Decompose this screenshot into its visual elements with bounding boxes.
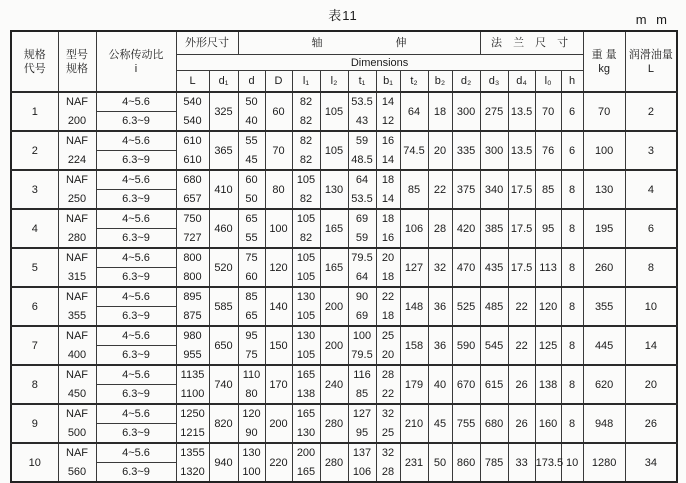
cell-d4: 22: [508, 326, 535, 365]
cell-d3: 615: [480, 365, 508, 404]
cell-code: 6: [11, 287, 58, 326]
cell-t2: 106: [400, 209, 428, 248]
cell-model: NAF 250: [58, 170, 96, 209]
col-header-7: l₁: [292, 71, 320, 93]
cell-d3: 545: [480, 326, 508, 365]
cell-l1: 105 82: [292, 209, 320, 248]
cell-model: NAF 500: [58, 404, 96, 443]
cell-model: NAF 224: [58, 131, 96, 170]
cell-d1: 410: [209, 170, 238, 209]
cell-d3: 275: [480, 92, 508, 131]
col-header-6: D: [265, 71, 292, 93]
cell-weight: 70: [583, 92, 625, 131]
cell-h: 10: [561, 443, 583, 482]
cell-L: 540 540: [176, 92, 209, 131]
cell-L: 610 610: [176, 131, 209, 170]
cell-model: NAF 280: [58, 209, 96, 248]
cell-l1: 82 82: [292, 92, 320, 131]
cell-t2: 231: [400, 443, 428, 482]
cell-L: 800 800: [176, 248, 209, 287]
col-header-5: d: [238, 71, 265, 93]
cell-l2: 280: [320, 404, 348, 443]
cell-d: 60 50: [238, 170, 265, 209]
header-spec-code: [11, 31, 58, 92]
cell-l0: 125: [535, 326, 561, 365]
cell-oil: 3: [625, 131, 677, 170]
cell-b2: 20: [428, 131, 452, 170]
cell-b1: 18 14: [376, 170, 400, 209]
cell-code: 1: [11, 92, 58, 131]
col-header-3: L: [176, 71, 209, 93]
cell-b1: 22 18: [376, 287, 400, 326]
cell-h: 8: [561, 404, 583, 443]
cell-d1: 520: [209, 248, 238, 287]
cell-ratios: 4~5.6 6.3~9: [96, 365, 176, 404]
cell-l0: 138: [535, 365, 561, 404]
header-dimensions: Dimensions: [176, 55, 583, 71]
col-header-10: b₁: [376, 71, 400, 93]
cell-L: 1135 1100: [176, 365, 209, 404]
header-model-line2: 规格: [66, 62, 88, 75]
cell-t1: 137 106: [348, 443, 376, 482]
table-row: [11, 287, 677, 326]
cell-d2: 335: [452, 131, 480, 170]
cell-l2: 280: [320, 443, 348, 482]
cell-oil: 14: [625, 326, 677, 365]
cell-l0: 173.5: [535, 443, 561, 482]
cell-d2: 670: [452, 365, 480, 404]
col-header-12: b₂: [428, 71, 452, 93]
cell-b1: 32 28: [376, 443, 400, 482]
cell-weight: 1280: [583, 443, 625, 482]
cell-t2: 74.5: [400, 131, 428, 170]
cell-b2: 45: [428, 404, 452, 443]
cell-d4: 26: [508, 404, 535, 443]
cell-h: 6: [561, 131, 583, 170]
cell-t2: 85: [400, 170, 428, 209]
cell-code: 9: [11, 404, 58, 443]
cell-d2: 470: [452, 248, 480, 287]
col-header-8: l₂: [320, 71, 348, 93]
cell-d: 50 40: [238, 92, 265, 131]
cell-oil: 34: [625, 443, 677, 482]
cell-D: 100: [265, 209, 292, 248]
cell-weight: 620: [583, 365, 625, 404]
header-model-line1: 型号: [66, 48, 88, 61]
cell-t2: 64: [400, 92, 428, 131]
cell-t1: 79.5 64: [348, 248, 376, 287]
cell-weight: 100: [583, 131, 625, 170]
cell-l1: 165 138: [292, 365, 320, 404]
cell-model: NAF 200: [58, 92, 96, 131]
header-shaft-char1: 轴: [311, 37, 323, 49]
cell-d4: 33: [508, 443, 535, 482]
cell-b2: 50: [428, 443, 452, 482]
cell-d: 85 65: [238, 287, 265, 326]
table-row: [11, 170, 677, 209]
header-oil-line1: 润滑油量: [628, 48, 673, 61]
cell-t1: 100 79.5: [348, 326, 376, 365]
cell-l2: 200: [320, 326, 348, 365]
cell-L: 895 875: [176, 287, 209, 326]
cell-t1: 59 48.5: [348, 131, 376, 170]
cell-ratios: 4~5.6 6.3~9: [96, 92, 176, 131]
cell-h: 8: [561, 248, 583, 287]
cell-t2: 179: [400, 365, 428, 404]
cell-t2: 210: [400, 404, 428, 443]
cell-d1: 820: [209, 404, 238, 443]
cell-d3: 340: [480, 170, 508, 209]
col-header-16: l₀: [535, 71, 561, 93]
cell-d: 55 45: [238, 131, 265, 170]
cell-d1: 585: [209, 287, 238, 326]
cell-d1: 365: [209, 131, 238, 170]
cell-d1: 740: [209, 365, 238, 404]
cell-h: 6: [561, 92, 583, 131]
cell-d2: 755: [452, 404, 480, 443]
cell-t1: 53.5 43: [348, 92, 376, 131]
table-row: [11, 131, 677, 170]
cell-l0: 76: [535, 131, 561, 170]
cell-code: 7: [11, 326, 58, 365]
cell-D: 70: [265, 131, 292, 170]
cell-d2: 860: [452, 443, 480, 482]
header-ratio-line1: 公称传动比: [108, 48, 164, 61]
cell-model: NAF 560: [58, 443, 96, 482]
col-header-15: d₄: [508, 71, 535, 93]
table-row: [11, 404, 677, 443]
cell-d: 65 55: [238, 209, 265, 248]
header-weight: [583, 31, 625, 92]
cell-code: 5: [11, 248, 58, 287]
cell-weight: 948: [583, 404, 625, 443]
header-oil: [625, 31, 677, 92]
cell-l2: 165: [320, 248, 348, 287]
cell-b1: 32 25: [376, 404, 400, 443]
cell-L: 680 657: [176, 170, 209, 209]
cell-b2: 36: [428, 287, 452, 326]
cell-d3: 680: [480, 404, 508, 443]
cell-D: 150: [265, 326, 292, 365]
cell-l2: 130: [320, 170, 348, 209]
cell-ratios: 4~5.6 6.3~9: [96, 248, 176, 287]
cell-d4: 26: [508, 365, 535, 404]
cell-oil: 4: [625, 170, 677, 209]
header-shaft-char2: 伸: [395, 37, 407, 49]
cell-L: 980 955: [176, 326, 209, 365]
cell-L: 1355 1320: [176, 443, 209, 482]
cell-l1: 82 82: [292, 131, 320, 170]
cell-b1: 16 14: [376, 131, 400, 170]
cell-code: 8: [11, 365, 58, 404]
cell-b1: 28 22: [376, 365, 400, 404]
cell-D: 220: [265, 443, 292, 482]
table-row: [11, 248, 677, 287]
cell-t2: 158: [400, 326, 428, 365]
cell-t2: 127: [400, 248, 428, 287]
cell-L: 750 727: [176, 209, 209, 248]
cell-oil: 26: [625, 404, 677, 443]
table-row: [11, 92, 677, 131]
cell-l1: 130 105: [292, 326, 320, 365]
cell-ratios: 4~5.6 6.3~9: [96, 209, 176, 248]
unit-label: m m: [635, 12, 670, 27]
cell-l1: 105 105: [292, 248, 320, 287]
cell-d2: 300: [452, 92, 480, 131]
header-model: [58, 31, 96, 92]
cell-d: 95 75: [238, 326, 265, 365]
col-header-13: d₂: [452, 71, 480, 93]
cell-h: 8: [561, 287, 583, 326]
cell-d4: 17.5: [508, 248, 535, 287]
cell-d: 130 100: [238, 443, 265, 482]
header-spec-code-line1: 规格: [23, 48, 46, 61]
cell-d2: 375: [452, 170, 480, 209]
cell-ratios: 4~5.6 6.3~9: [96, 404, 176, 443]
cell-code: 3: [11, 170, 58, 209]
cell-d3: 385: [480, 209, 508, 248]
cell-d3: 435: [480, 248, 508, 287]
cell-D: 200: [265, 404, 292, 443]
cell-code: 4: [11, 209, 58, 248]
cell-b1: 25 20: [376, 326, 400, 365]
cell-d4: 17.5: [508, 209, 535, 248]
cell-weight: 130: [583, 170, 625, 209]
cell-d1: 650: [209, 326, 238, 365]
cell-l0: 120: [535, 287, 561, 326]
cell-oil: 2: [625, 92, 677, 131]
cell-l2: 105: [320, 131, 348, 170]
page-title: 表11: [328, 8, 358, 23]
cell-l0: 95: [535, 209, 561, 248]
cell-oil: 6: [625, 209, 677, 248]
cell-L: 1250 1215: [176, 404, 209, 443]
cell-d3: 785: [480, 443, 508, 482]
header-shaft-extension: [238, 31, 480, 55]
table-row: [11, 443, 677, 482]
cell-d2: 525: [452, 287, 480, 326]
cell-oil: 10: [625, 287, 677, 326]
cell-t2: 148: [400, 287, 428, 326]
cell-l1: 130 105: [292, 287, 320, 326]
cell-oil: 8: [625, 248, 677, 287]
cell-model: NAF 315: [58, 248, 96, 287]
cell-h: 8: [561, 170, 583, 209]
cell-d4: 13.5: [508, 131, 535, 170]
cell-l2: 200: [320, 287, 348, 326]
cell-d: 110 80: [238, 365, 265, 404]
cell-D: 120: [265, 248, 292, 287]
col-header-17: h: [561, 71, 583, 93]
col-header-14: d₃: [480, 71, 508, 93]
col-header-4: d₁: [209, 71, 238, 93]
cell-d: 120 90: [238, 404, 265, 443]
cell-model: NAF 355: [58, 287, 96, 326]
cell-ratios: 4~5.6 6.3~9: [96, 170, 176, 209]
cell-model: NAF 450: [58, 365, 96, 404]
cell-l0: 70: [535, 92, 561, 131]
cell-D: 170: [265, 365, 292, 404]
cell-t1: 90 69: [348, 287, 376, 326]
cell-l1: 165 130: [292, 404, 320, 443]
table-row: [11, 209, 677, 248]
cell-code: 10: [11, 443, 58, 482]
cell-b1: 18 16: [376, 209, 400, 248]
cell-weight: 195: [583, 209, 625, 248]
header-weight-line1: 重 量: [591, 48, 617, 61]
cell-ratios: 4~5.6 6.3~9: [96, 287, 176, 326]
table-row: [11, 365, 677, 404]
cell-weight: 355: [583, 287, 625, 326]
cell-b2: 28: [428, 209, 452, 248]
cell-l0: 113: [535, 248, 561, 287]
header-flange-dims: 法 兰 尺 寸: [480, 31, 583, 55]
header-ratio-line2: i: [134, 62, 138, 75]
cell-t1: 127 95: [348, 404, 376, 443]
header-oil-line2: L: [647, 62, 654, 75]
cell-d4: 22: [508, 287, 535, 326]
header-ratio: [96, 31, 176, 92]
cell-t1: 64 53.5: [348, 170, 376, 209]
cell-weight: 260: [583, 248, 625, 287]
cell-ratios: 4~5.6 6.3~9: [96, 131, 176, 170]
cell-l2: 105: [320, 92, 348, 131]
cell-d3: 300: [480, 131, 508, 170]
header-outline-dims: 外形尺寸: [176, 31, 238, 55]
col-header-9: t₁: [348, 71, 376, 93]
cell-b2: 32: [428, 248, 452, 287]
cell-l2: 240: [320, 365, 348, 404]
cell-D: 60: [265, 92, 292, 131]
cell-b2: 22: [428, 170, 452, 209]
cell-l2: 165: [320, 209, 348, 248]
header-spec-code-line2: 代号: [23, 62, 46, 75]
cell-d4: 13.5: [508, 92, 535, 131]
cell-code: 2: [11, 131, 58, 170]
cell-b2: 18: [428, 92, 452, 131]
cell-model: NAF 400: [58, 326, 96, 365]
cell-ratios: 4~5.6 6.3~9: [96, 326, 176, 365]
cell-b2: 40: [428, 365, 452, 404]
cell-D: 140: [265, 287, 292, 326]
table-row: [11, 326, 677, 365]
cell-ratios: 4~5.6 6.3~9: [96, 443, 176, 482]
cell-b1: 14 12: [376, 92, 400, 131]
cell-d1: 325: [209, 92, 238, 131]
cell-l0: 85: [535, 170, 561, 209]
cell-t1: 116 85: [348, 365, 376, 404]
cell-D: 80: [265, 170, 292, 209]
cell-h: 8: [561, 209, 583, 248]
cell-b1: 20 18: [376, 248, 400, 287]
cell-d1: 940: [209, 443, 238, 482]
cell-l1: 200 165: [292, 443, 320, 482]
header-weight-line2: kg: [598, 62, 610, 75]
cell-h: 8: [561, 326, 583, 365]
cell-h: 8: [561, 365, 583, 404]
col-header-11: t₂: [400, 71, 428, 93]
cell-d3: 485: [480, 287, 508, 326]
cell-d2: 590: [452, 326, 480, 365]
cell-oil: 20: [625, 365, 677, 404]
cell-d: 75 60: [238, 248, 265, 287]
cell-d4: 17.5: [508, 170, 535, 209]
cell-d1: 460: [209, 209, 238, 248]
cell-b2: 36: [428, 326, 452, 365]
cell-t1: 69 59: [348, 209, 376, 248]
cell-weight: 445: [583, 326, 625, 365]
cell-d2: 420: [452, 209, 480, 248]
cell-l0: 160: [535, 404, 561, 443]
spec-table: [10, 30, 678, 483]
cell-l1: 105 82: [292, 170, 320, 209]
